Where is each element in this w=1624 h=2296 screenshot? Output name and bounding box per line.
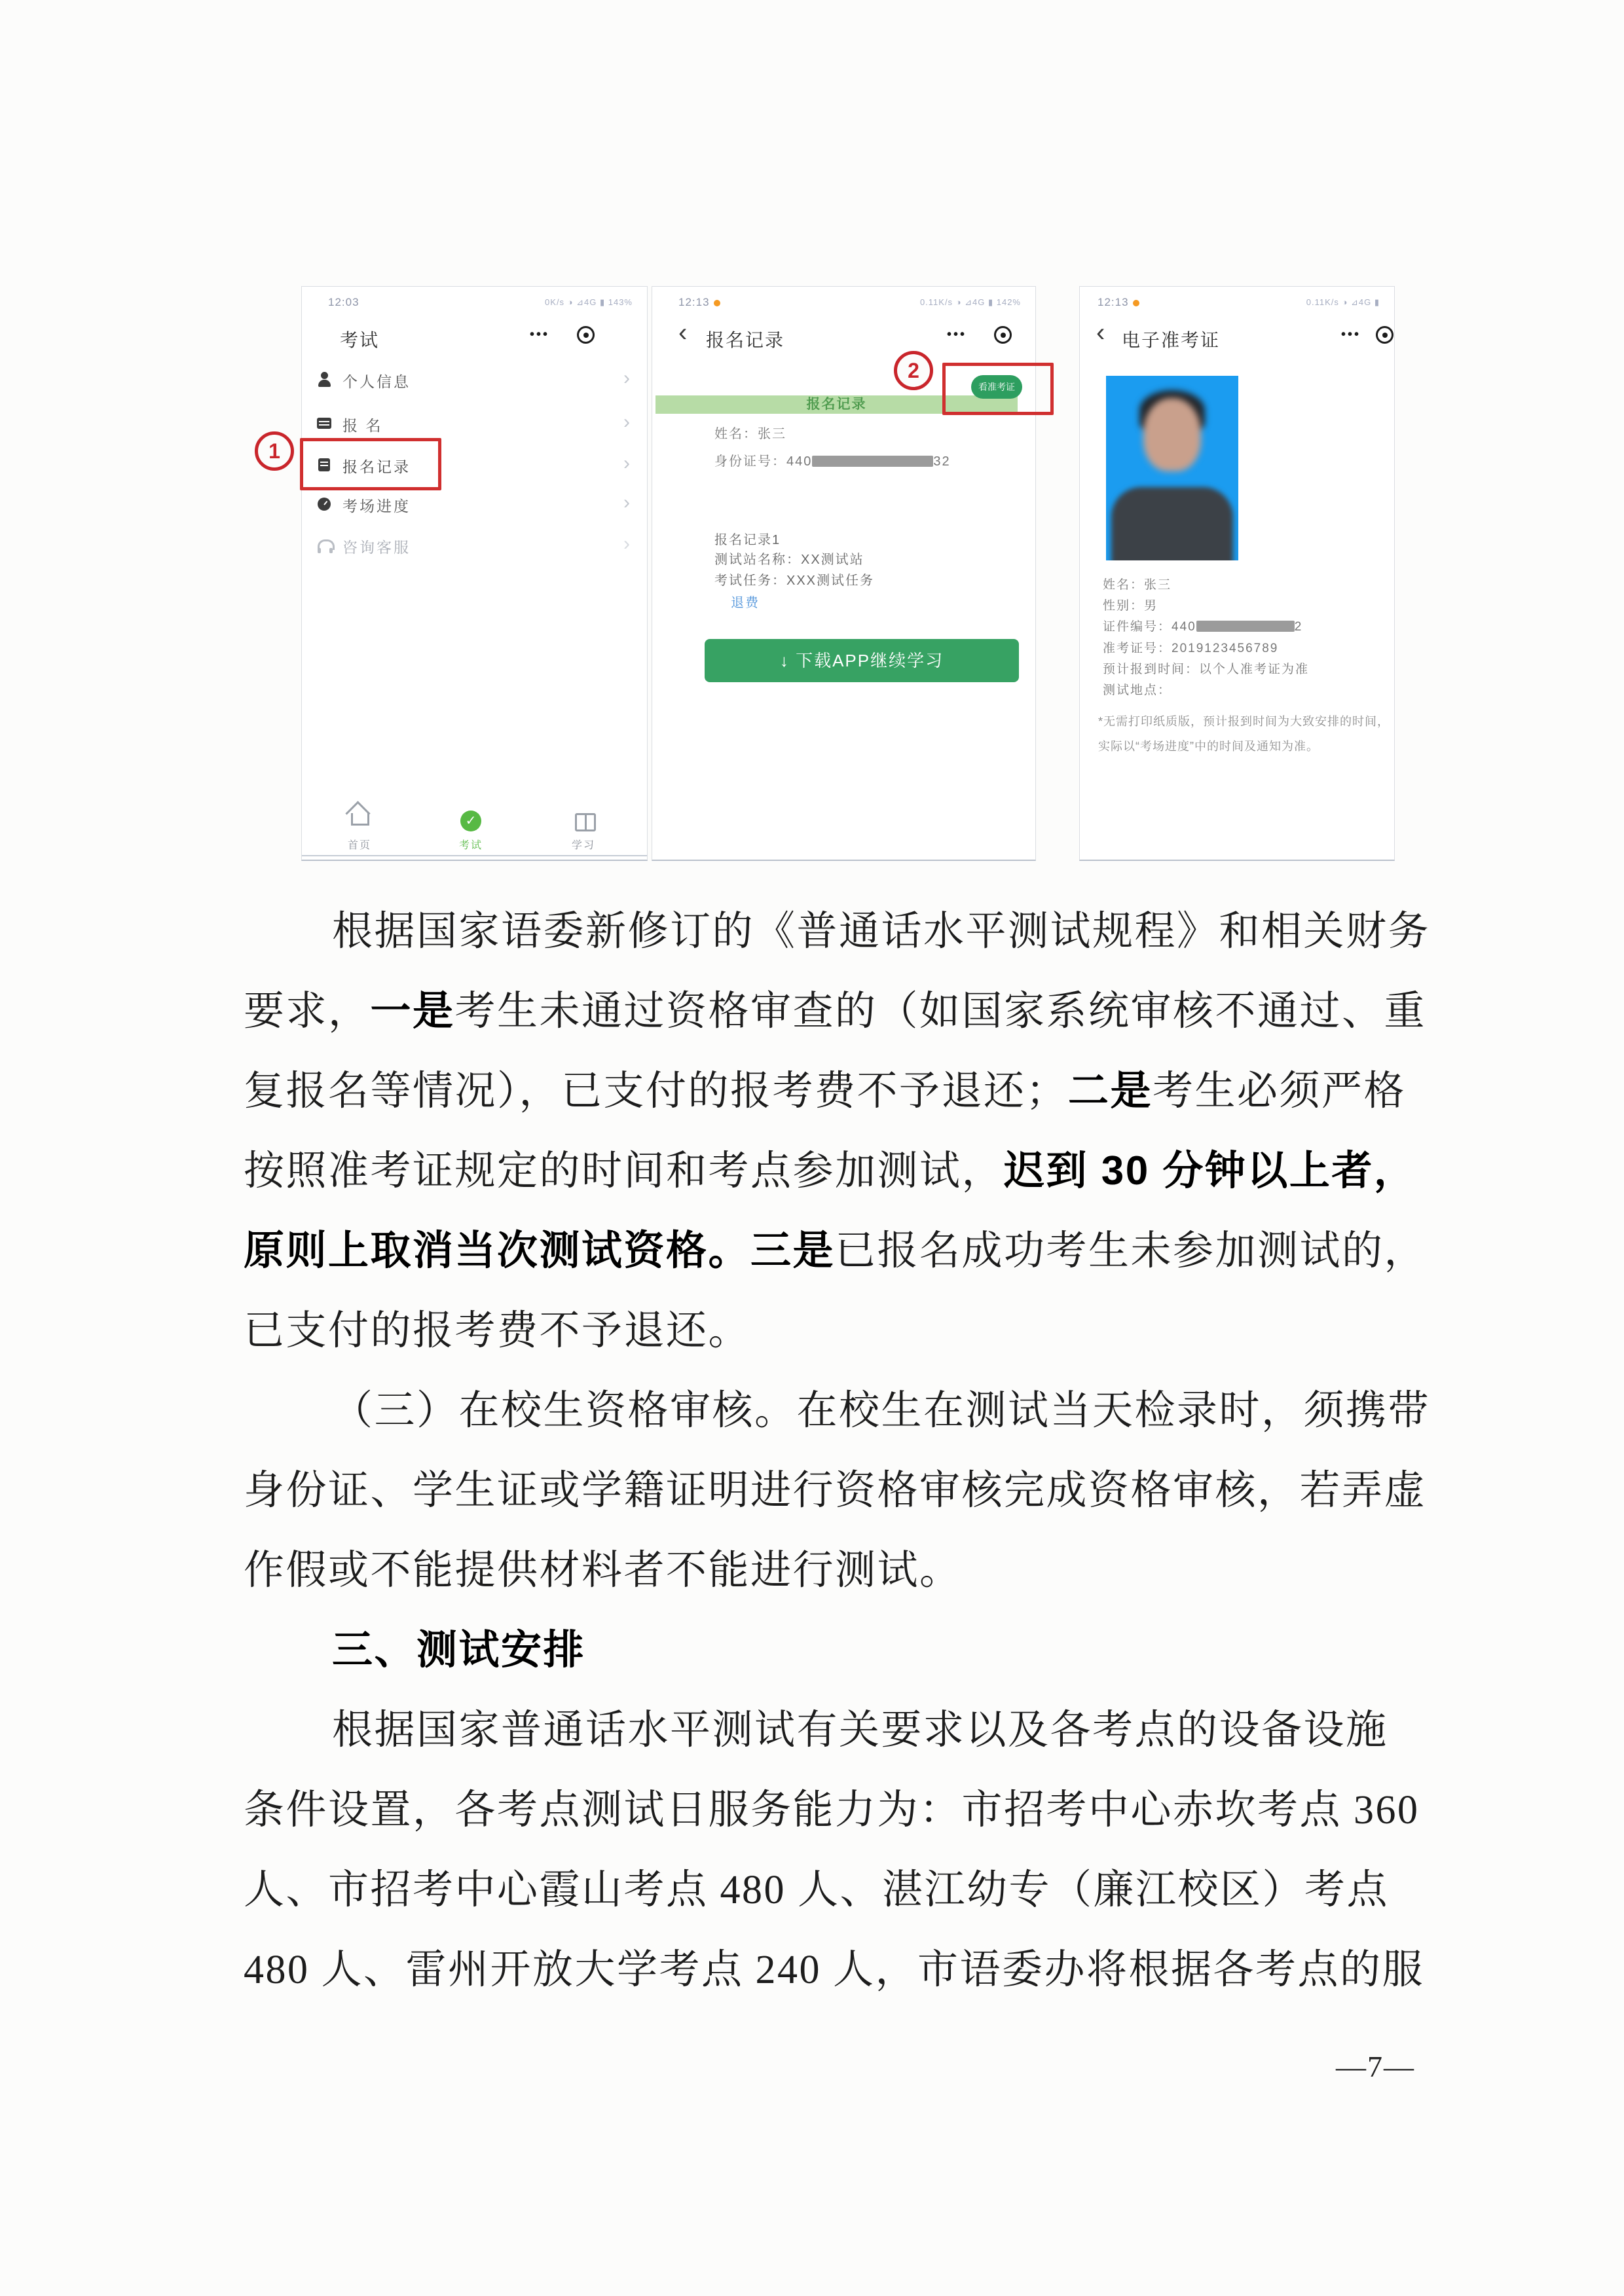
- tab-exam[interactable]: [432, 811, 510, 852]
- phone-screenshot-e-admission-ticket: [1079, 286, 1395, 861]
- name-field: 姓名：张三: [1103, 578, 1172, 592]
- clock-text: 12:13: [678, 296, 720, 309]
- status-bar: [302, 296, 647, 310]
- clock-text: 12:13: [1098, 296, 1139, 309]
- body-line: 按照准考证规定的时间和考点参加测试，迟到 30 分钟以上者，: [244, 1148, 1416, 1194]
- exam-circle-icon: ✓: [460, 811, 481, 831]
- name-field: 姓名：张三: [714, 427, 786, 441]
- menu-label: 咨询客服: [342, 539, 411, 556]
- record-banner: 报名记录: [655, 395, 1018, 414]
- body-line: 已支付的报考费不予退还。: [244, 1309, 751, 1353]
- annotation-number-1: 1: [255, 431, 294, 471]
- menu-label: 报 名: [342, 417, 383, 434]
- headset-icon: [316, 537, 333, 554]
- page-title: 电子准考证: [1122, 330, 1221, 350]
- more-menu-icon[interactable]: •••: [1341, 327, 1361, 342]
- body-line: 根据国家语委新修订的《普通话水平测试规程》和相关财务: [332, 909, 1431, 954]
- card-icon: [316, 415, 333, 432]
- photo-shoulders: [1111, 487, 1233, 560]
- cert-number-field: 证件编号：440 2: [1103, 620, 1303, 634]
- menu-item-register[interactable]: [315, 409, 638, 439]
- tab-study[interactable]: [544, 811, 623, 852]
- record-title: 报名记录1: [714, 533, 781, 547]
- nav-bar: [652, 318, 1035, 350]
- note-line-2: 实际以“考场进度”中的时间及通知为准。: [1098, 740, 1319, 753]
- recording-dot-icon: [1133, 300, 1139, 306]
- page-number: —7—: [1336, 2050, 1415, 2083]
- menu-label: 个人信息: [342, 373, 411, 390]
- ticket-number-field: 准考证号：2019123456789: [1103, 642, 1279, 655]
- body-line: 要求，一是考生未通过资格审查的（如国家系统审核不通过、重: [244, 989, 1427, 1034]
- refund-link[interactable]: 退费: [731, 596, 760, 610]
- chevron-right-icon: ›: [623, 492, 630, 513]
- id-photo: [1106, 376, 1238, 560]
- book-icon: [575, 813, 596, 831]
- menu-item-customer-service[interactable]: [315, 530, 638, 560]
- more-menu-icon[interactable]: •••: [530, 327, 550, 342]
- gender-field: 性别：男: [1103, 599, 1158, 613]
- tab-label: 考试: [458, 840, 483, 851]
- body-line: 人、市招考中心霞山考点 480 人、湛江幼专（廉江校区）考点: [244, 1868, 1390, 1912]
- view-admission-ticket-button[interactable]: 看准考证: [971, 375, 1022, 399]
- menu-label: 考场进度: [342, 498, 411, 515]
- back-icon[interactable]: ‹: [1096, 318, 1105, 347]
- clock-icon: [316, 496, 333, 513]
- network-battery-icons: 0.11K/s ◑ ⊿4G ▮ 142%: [919, 297, 1021, 307]
- nav-bar: [1080, 318, 1394, 350]
- body-line: 480 人、雷州开放大学考点 240 人，市语委办将根据各考点的服: [244, 1948, 1425, 1992]
- chevron-right-icon: ›: [623, 452, 630, 474]
- network-battery-icons: 0K/s ◑ ⊿4G ▮ 143%: [545, 297, 633, 307]
- phone-screenshot-exam-menu: [268, 286, 648, 861]
- more-menu-icon[interactable]: •••: [947, 327, 967, 342]
- download-app-button[interactable]: ↓ 下载APP继续学习: [705, 639, 1019, 682]
- close-capsule-icon[interactable]: [994, 326, 1012, 344]
- test-task-field: 考试任务：XXX测试任务: [714, 574, 875, 588]
- back-icon[interactable]: ‹: [678, 318, 688, 347]
- body-line: 条件设置，各考点测试日服务能力为：市招考中心赤坎考点 360: [244, 1788, 1420, 1832]
- body-line: （三）在校生资格审核。在校生在测试当天检录时，须携带: [332, 1389, 1431, 1433]
- test-location-field: 测试地点：: [1103, 683, 1172, 697]
- recording-dot-icon: [714, 300, 720, 306]
- status-bar: [1080, 296, 1394, 310]
- menu-item-personal-info[interactable]: [315, 365, 638, 395]
- tab-label: 首页: [347, 840, 371, 851]
- document-body: [244, 892, 1442, 2010]
- body-line: 复报名等情况），已支付的报考费不予退还；二是考生必须严格: [244, 1068, 1407, 1114]
- tab-bar: [302, 811, 647, 856]
- body-line: 根据国家普通话水平测试有关要求以及各考点的设备设施: [332, 1708, 1388, 1753]
- annotation-rectangle-1: [300, 438, 441, 490]
- download-arrow-icon: ↓: [779, 651, 790, 670]
- report-time-field: 预计报到时间：以个人准考证为准: [1103, 663, 1310, 676]
- close-capsule-icon[interactable]: [1376, 326, 1393, 344]
- nav-bar: [302, 323, 647, 350]
- person-icon: [316, 371, 333, 388]
- body-line: 作假或不能提供材料者不能进行测试。: [244, 1548, 962, 1593]
- id-number-field: 身份证号：440 32: [714, 454, 951, 469]
- chevron-right-icon: ›: [623, 533, 630, 555]
- chevron-right-icon: ›: [623, 367, 630, 389]
- chevron-right-icon: ›: [623, 411, 630, 433]
- close-capsule-icon[interactable]: [577, 326, 595, 344]
- body-line: 原则上取消当次测试资格。三是已报名成功考生未参加测试的，: [244, 1228, 1427, 1273]
- redaction-bar: [812, 456, 933, 467]
- annotation-number-2: 2: [894, 351, 933, 390]
- phone-screenshot-registration-record: [652, 286, 1036, 861]
- menu-label: 报名记录: [342, 458, 411, 475]
- tab-label: 学习: [571, 840, 595, 851]
- note-line-1: *无需打印纸质版，预计报到时间为大致安排的时间，: [1098, 715, 1390, 728]
- status-bar: [652, 296, 1035, 310]
- network-battery-icons: 0.11K/s ◑ ⊿4G ▮: [1306, 297, 1380, 307]
- clock-text: 12:03: [328, 296, 360, 308]
- test-station-field: 测试站名称：XX测试站: [714, 553, 864, 567]
- body-line: 身份证、学生证或学籍证明进行资格审核完成资格审核，若弄虚: [244, 1468, 1427, 1513]
- redaction-bar: [1196, 621, 1295, 632]
- photo-face: [1143, 398, 1201, 471]
- menu-item-exam-progress[interactable]: [315, 489, 638, 519]
- annotation-rectangle-2: [942, 363, 1054, 415]
- page-title: 考试: [340, 330, 380, 350]
- section-heading: 三、测试安排: [332, 1628, 586, 1673]
- home-icon: [351, 813, 369, 826]
- page-title: 报名记录: [706, 330, 785, 350]
- tab-home[interactable]: [320, 811, 399, 852]
